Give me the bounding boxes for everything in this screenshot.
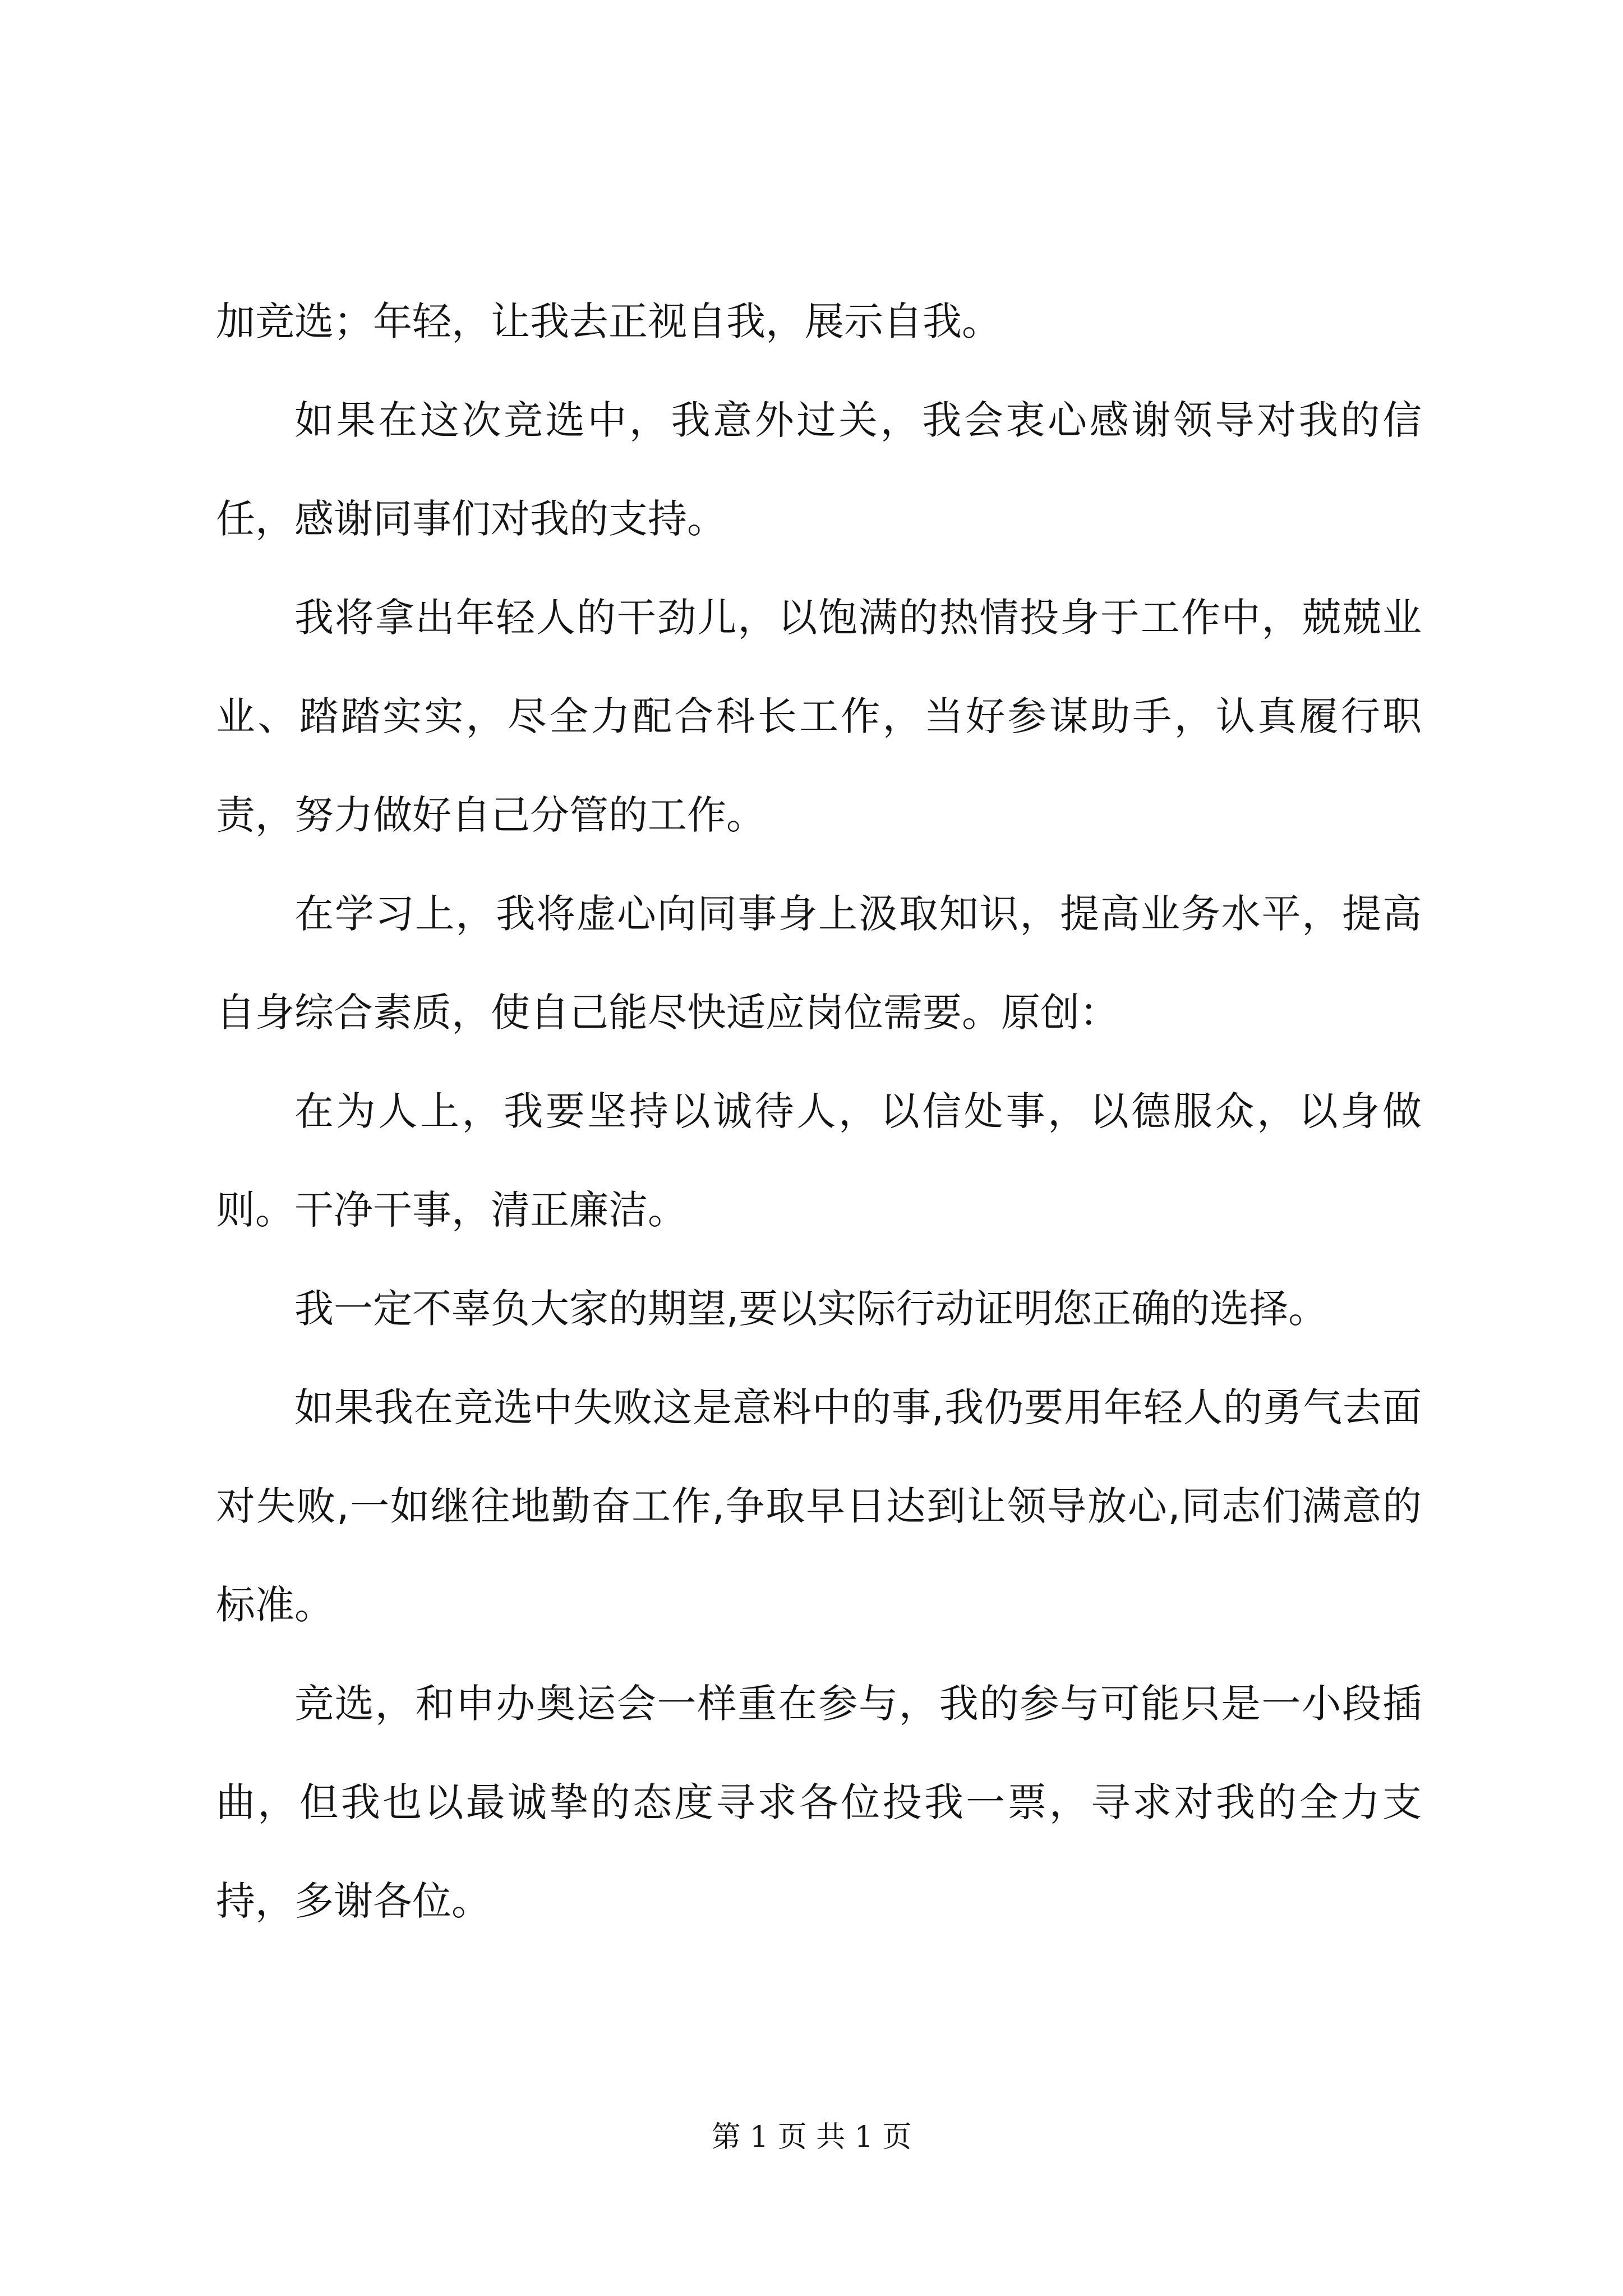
- paragraph: 我一定不辜负大家的期望,要以实际行动证明您正确的选择。: [294, 1286, 1328, 1332]
- paragraph: 如果我在竞选中失败这是意料中的事,我仍要用年轻人的勇气去面对失败,一如继往地勤奋工作,争取早日达到让领导放心,同志们满意的标准。: [216, 1384, 1422, 1628]
- paragraph: 竞选，和申办奥运会一样重在参与，我的参与可能只是一小段插曲，但我也以最诚挚的态度寻求各位投我一票，寻求对我的全力支持，多谢各位。: [216, 1681, 1422, 1924]
- paragraph: 我将拿出年轻人的干劲儿，以饱满的热情投身于工作中，兢兢业业、踏踏实实，尽全力配合科长工作，当好参谋助手，认真履行职责，努力做好自己分管的工作。: [216, 595, 1422, 838]
- paragraph: 在学习上，我将虚心向同事身上汲取知识，提高业务水平，提高自身综合素质，使自己能尽快适应岗位需要。原创：: [216, 891, 1422, 1036]
- paragraph-continuation: 加竞选；年轻，让我去正视自我，展示自我。: [216, 298, 1001, 344]
- paragraph: 如果在这次竞选中，我意外过关，我会衷心感谢领导对我的信任，感谢同事们对我的支持。: [216, 397, 1422, 542]
- document-body: [216, 272, 1422, 1950]
- page-number-footer: 第 1 页 共 1 页: [711, 2120, 912, 2154]
- paragraph: 在为人上，我要坚持以诚待人，以信处事，以德服众，以身做则。干净干事，清正廉洁。: [216, 1088, 1422, 1233]
